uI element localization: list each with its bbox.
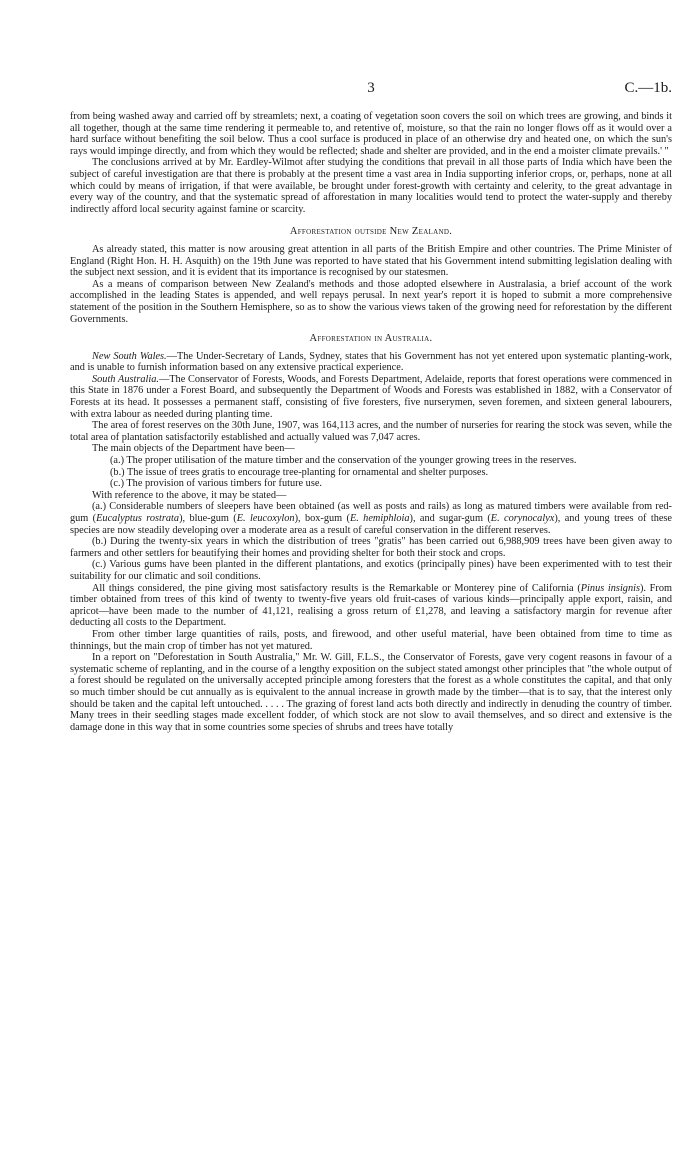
paragraph-deforestation-report: In a report on "Deforestation in South Australia," Mr. W. Gill, F.L.S., the Conservator of Forests, gave very cogent reasons in favour of a systematic scheme of replanting, and in the course of a lengthy exposition on the subject stated amongst other principles that "the whole output of a forest should be regulated on the universally accepted principle among foresters that the forest as a whole constitutes the capital, and that only so much timber should be cut annually as is equivalent to the annual increase in growth made by the timber—that is to say, that the interest only should be taken and the capital left untouched. . . . . The grazing of forest land acts both directly and indirectly in denuding the country of timber. Many trees in their seedling stages made excellent fodder, of which stock are not slow to avail themselves, and so direct and extensive is the damage done in this way that in some countries some species of shrubs and trees have totally (70, 652, 672, 733)
paragraph-trees-gratis: (b.) During the twenty-six years in which the distribution of trees "gratis" has been carried out 6,988,909 trees have been given away to farmers and other settlers for beautifying their homes and providing shelter for both their stock and crops. (70, 536, 672, 559)
paragraph-british-empire: As already stated, this matter is now arousing great attention in all parts of the British Empire and other countries. The Prime Minister of England (Right Hon. H. H. Asquith) on the 19th June was reported to have stated that his Government intend submitting legislation dealing with the subject next session, and it is evident that its importance is recognised by our statesmen. (70, 243, 672, 279)
paragraph-sleepers: (a.) Considerable numbers of sleepers have been obtained (as well as posts and rails) as long as matured timbers were available from red-gum (Eucalyptus rostrata), blue-gum (E. leucoxylon), box-gum (E. hemiphloia), and sugar-gum (E. corynocalyx), and young trees of these species are now steadily developing over a moderate area as a result of careful conservation in the different reserves. (70, 501, 673, 536)
label-new-south-wales: New South Wales. (92, 350, 167, 362)
species-name: Eucalyptus rostrata (96, 513, 180, 524)
paragraph-comparison: As a means of comparison between New Zealand's methods and those adopted elsewhere in Australasia, a brief account of the work accomplished in the leading States is appended, and well repays perusal. In next year's report it is hoped to submit a more comprehensive statement of the position in the Southern Hemisphere, so as to show the various views taken of the growing need for reforestation by the different Governments. (70, 278, 672, 325)
document-body (70, 111, 672, 733)
paragraph-south-australia: South Australia.—The Conservator of Forests, Woods, and Forests Department, Adelaide, reports that forest operations were commenced in this State in 1876 under a Forest Board, and subsequently the Department of Woods and Forests was established in 1882, with a Conservator of Forests at its head. It possesses a permanent staff, consisting of five foresters, five nurserymen, seven foremen, and sixteen general labourers, with extra labour as needed during planting time. (70, 373, 672, 420)
reference-intro: With reference to the above, it may be stated— (92, 489, 287, 501)
paragraph-new-south-wales: New South Wales.—The Under-Secretary of Lands, Sydney, states that his Government has not yet entered upon systematic planting-work, and is unable to furnish information based on any extensive practical experience. (70, 350, 672, 374)
paragraph-other-timber: From other timber large quantities of rails, posts, and firewood, and other useful material, have been obtained from time to time as thinnings, but the main crop of timber has not yet matured. (70, 628, 672, 652)
paragraph-india-conclusions: The conclusions arrived at by Mr. Eardley-Wilmot after studying the conditions that prevail in all those parts of India which have been the subject of careful investigation are that there is probably at the present time a vast area in India supporting inferior crops, or, perhaps, none at all which could by means of irrigation, if that were available, be brought under forest-growth with certainty and celerity, to the great advantage in every way of the country, and that the systematic spread of afforestation in many localities would tend to protect the water-supply and thereby indirectly afford local security against famine or scarcity. (70, 157, 672, 215)
heading-afforestation-in-australia: Afforestation in Australia. (309, 333, 433, 345)
list-item: (a.) The proper utilisation of the mature timber and the conservation of the younger growing trees in the reserves. (110, 455, 577, 467)
objects-list (70, 455, 672, 490)
species-name: E. leucoxylon (236, 513, 295, 524)
objects-intro: The main objects of the Department have been— (92, 443, 295, 455)
paragraph-continuation: from being washed away and carried off by streamlets; next, a coating of vegetation soon covers the soil on which trees are growing, and binds it all together, though at the same time rendering it permeable to, and retentive of, moisture, so that the rain no longer flows off as it would over a hard surface without benefiting the soil below. Thus a cool surface is produced in place of an otherwise dry and heated one, on which the sun's rays would impinge directly, and from which they would be reflected; shade and shelter are provided, and in the end a moister climate prevails.' " (70, 111, 672, 157)
page-number: 3 (367, 80, 375, 96)
page-header (70, 80, 672, 98)
list-item: (c.) The provision of various timbers for future use. (110, 478, 322, 490)
document-reference: C.—1b. (624, 80, 672, 96)
list-item: (b.) The issue of trees gratis to encourage tree-planting for ornamental and shelter purposes. (110, 466, 489, 478)
heading-afforestation-outside-nz: Afforestation outside New Zealand. (289, 226, 453, 238)
species-name: E. hemiphloia (349, 513, 410, 524)
paragraph-forest-area: The area of forest reserves on the 30th June, 1907, was 164,113 acres, and the number of nurseries for rearing the stock was seven, while the total area of plantation satisfactorily established and actually valued was 7,047 acres. (70, 420, 672, 443)
paragraph-various-gums: (c.) Various gums have been planted in the different plantations, and exotics (principally pines) have been experimented with to test their suitability for our climatic and soil conditions. (70, 559, 672, 582)
paragraph-monterey-pine: All things considered, the pine giving most satisfactory results is the Remarkable or Monterey pine of California (Pinus insignis). From timber obtained from trees of this kind of twenty to twenty-five years old fruit-cases of various kinds—principally apple export, raisin, and apricot—have been made to the number of 41,121, realising a gross return of £1,278, and leaving a satisfactory margin for revenue after deducting all costs to the Department. (70, 582, 672, 629)
label-south-australia: South Australia. (92, 373, 159, 385)
species-name: E. corynocalyx (490, 513, 555, 524)
species-name: Pinus insignis (580, 582, 640, 594)
